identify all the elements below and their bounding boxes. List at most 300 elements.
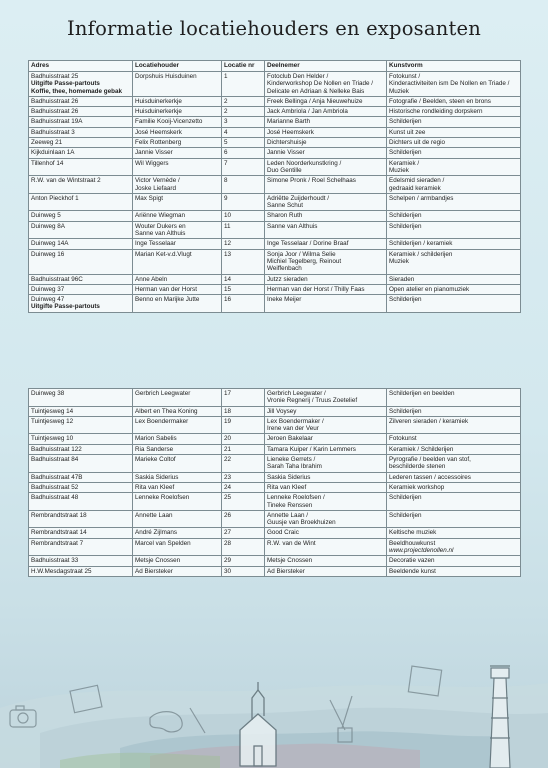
cell-kunstvorm	[387, 444, 521, 454]
locatiehouder-text: Rita van Kleef	[135, 483, 175, 491]
deelnemer-text: Lieneke Gerrets /	[267, 456, 316, 464]
cell-locatie-nr	[222, 406, 265, 416]
locatie-nr-text: 8	[224, 177, 228, 185]
deelnemer-text: Metsje Cnossen	[267, 557, 313, 565]
locatiehouder-text: Joske Liefaard	[135, 184, 176, 192]
cell-adres	[29, 193, 133, 211]
cell-kunstvorm	[387, 176, 521, 194]
cell-deelnemer	[265, 148, 387, 158]
cell-locatie-nr	[222, 493, 265, 511]
cell-deelnemer	[265, 538, 387, 556]
deelnemer-text: José Heemskerk	[267, 128, 314, 136]
locatie-nr-text: 19	[224, 417, 232, 425]
locatiehouder-text: Gerbrich Leegwater	[135, 390, 191, 397]
cell-locatiehouder	[133, 239, 222, 249]
kunstvorm-text: Historische rondleiding dorpskern	[389, 108, 483, 116]
locatiehouder-text: Huisduinerkerkje	[135, 97, 182, 105]
deelnemer-text: Inge Tesselaar / Dorine Braaf	[267, 240, 349, 248]
cell-adres	[29, 556, 133, 566]
cell-kunstvorm	[387, 239, 521, 249]
adres-text: Badhuisstraat 84	[31, 456, 79, 464]
kunstvorm-text: Schilderijen / keramiek	[389, 240, 453, 248]
deelnemer-text: Kinderworkshop De Nollen en Triade /	[267, 80, 374, 88]
deelnemer-text: Sarah Taha Ibrahim	[267, 463, 322, 471]
cell-kunstvorm	[387, 221, 521, 239]
table-row	[29, 472, 521, 482]
adres-text: Badhuisstraat 48	[31, 494, 79, 502]
deelnemer-text: Leden Noorderkunstkring /	[267, 159, 342, 167]
table-row	[29, 510, 521, 528]
kunstvorm-text: Muziek	[389, 166, 409, 174]
deelnemer-text: Jill Voysey	[267, 407, 297, 415]
locatiehouder-text: Marian Ket-v.d.Vlugt	[135, 250, 192, 258]
cell-locatie-nr	[222, 556, 265, 566]
deelnemer-text: Lex Boendermaker /	[267, 417, 324, 425]
cell-kunstvorm	[387, 127, 521, 137]
cell-locatie-nr	[222, 444, 265, 454]
locatiehouder-text: Lex Boendermaker	[135, 417, 189, 425]
table-row	[29, 96, 521, 106]
cell-kunstvorm	[387, 434, 521, 444]
kunstvorm-text: Pyrografie / beelden van stof,	[389, 456, 471, 464]
locatie-nr-text: 15	[224, 285, 232, 293]
adres-text: Badhuisstraat 26	[31, 108, 79, 116]
cell-kunstvorm	[387, 389, 521, 407]
cell-deelnemer	[265, 528, 387, 538]
adres-text: Badhuisstraat 47B	[31, 473, 83, 481]
cell-deelnemer	[265, 472, 387, 482]
cell-adres	[29, 221, 133, 239]
cell-deelnemer	[265, 176, 387, 194]
cell-locatie-nr	[222, 193, 265, 211]
cell-kunstvorm	[387, 406, 521, 416]
cell-adres	[29, 472, 133, 482]
deelnemer-text: Sonja Joor / Wilma Selie	[267, 250, 336, 258]
locatie-nr-text: 22	[224, 456, 232, 464]
cell-locatie-nr	[222, 389, 265, 407]
table-row	[29, 482, 521, 492]
cell-deelnemer	[265, 211, 387, 221]
deelnemer-text: Dichtershuisje	[267, 139, 307, 147]
adres-note: Uitgifte Passe-partouts	[31, 303, 100, 311]
kunstvorm-text: Keramiek / Schilderijen	[389, 445, 454, 453]
locatie-nr-text: 3	[224, 118, 228, 126]
locatie-nr-text: 27	[224, 529, 232, 537]
locatiehouder-text: José Heemskerk	[135, 128, 182, 136]
deelnemer-text: Marianne Barth	[267, 118, 311, 126]
kunstvorm-text: Schilderijen	[389, 296, 422, 304]
cell-deelnemer	[265, 434, 387, 444]
locatiehouder-text: Ad Biersteker	[135, 567, 173, 575]
cell-locatiehouder	[133, 482, 222, 492]
cell-deelnemer	[265, 295, 387, 313]
col-header-kunstvorm: Kunstvorm	[387, 61, 521, 72]
cell-locatiehouder	[133, 158, 222, 176]
cell-adres	[29, 138, 133, 148]
cell-deelnemer	[265, 107, 387, 117]
cell-locatiehouder	[133, 148, 222, 158]
cell-deelnemer	[265, 482, 387, 492]
cell-kunstvorm	[387, 249, 521, 274]
kunstvorm-text: Beeldende kunst	[389, 567, 436, 575]
kunstvorm-text: Schilderijen	[389, 212, 422, 220]
kunstvorm-text: Muziek	[389, 257, 409, 265]
deelnemer-text: Weiffenbach	[267, 265, 302, 273]
locatiehouder-text: Marion Sabelis	[135, 435, 177, 443]
cell-adres	[29, 566, 133, 576]
adres-text: Rembrandtstraat 7	[31, 539, 84, 547]
locatie-nr-text: 9	[224, 194, 228, 202]
cell-adres	[29, 274, 133, 284]
cell-deelnemer	[265, 72, 387, 97]
cell-locatiehouder	[133, 211, 222, 221]
deelnemer-text: Jack Ambriola / Jan Ambriola	[267, 108, 348, 116]
cell-adres	[29, 117, 133, 127]
locatie-nr-text: 11	[224, 222, 231, 230]
cell-locatiehouder	[133, 295, 222, 313]
cell-locatie-nr	[222, 274, 265, 284]
cell-kunstvorm	[387, 193, 521, 211]
table-row	[29, 416, 521, 434]
cell-locatiehouder	[133, 528, 222, 538]
cell-adres	[29, 158, 133, 176]
locatiehouder-text: Anne Abeln	[135, 275, 168, 283]
locatie-nr-text: 28	[224, 539, 232, 547]
locatie-nr-text: 10	[224, 212, 232, 220]
cell-locatie-nr	[222, 566, 265, 576]
locatiehouder-text: Albert en Thea Koning	[135, 407, 198, 415]
deelnemer-text: Freek Bellinga / Anja Nieuwehuize	[267, 97, 363, 105]
deelnemer-text: Jutzz sieraden	[267, 275, 308, 283]
adres-text: R.W. van de Wintstraat 2	[31, 177, 101, 185]
kunstvorm-text: Kunst uit zee	[389, 128, 426, 136]
adres-text: Zeeweg 21	[31, 139, 63, 147]
adres-text: Badhuisstraat 33	[31, 557, 79, 565]
adres-note: Koffie, thee, homemade gebak	[31, 87, 122, 95]
kunstvorm-text: Schilderijen en beelden	[389, 390, 455, 397]
cell-kunstvorm	[387, 295, 521, 313]
cell-locatie-nr	[222, 158, 265, 176]
table-header-row	[29, 61, 521, 72]
exhibitor-table-bottom	[28, 388, 521, 577]
cell-locatiehouder	[133, 176, 222, 194]
deelnemer-text: Guusje van Broekhuizen	[267, 519, 336, 527]
cell-kunstvorm	[387, 72, 521, 97]
cell-kunstvorm	[387, 528, 521, 538]
deelnemer-text: Jeroen Bakelaar	[267, 435, 313, 443]
locatiehouder-text: Dorpshuis Huisduinen	[135, 73, 197, 80]
adres-text: Tuintjesweg 10	[31, 435, 74, 443]
locatie-nr-text: 25	[224, 494, 232, 502]
locatiehouder-text: Wouter Dukers en	[135, 222, 186, 230]
cell-locatie-nr	[222, 221, 265, 239]
cell-locatiehouder	[133, 556, 222, 566]
locatiehouder-text: Inge Tesselaar	[135, 240, 176, 248]
locatie-nr-text: 12	[224, 240, 232, 248]
cell-adres	[29, 295, 133, 313]
cell-kunstvorm	[387, 455, 521, 473]
decorative-illustration	[0, 638, 548, 768]
table-row	[29, 274, 521, 284]
adres-text: Duinweg 16	[31, 250, 65, 258]
cell-kunstvorm	[387, 284, 521, 294]
kunstvorm-text: Schelpen / armbandjes	[389, 194, 454, 202]
exhibitor-table-top	[28, 60, 521, 313]
cell-kunstvorm	[387, 566, 521, 576]
cell-locatie-nr	[222, 72, 265, 97]
kunstvorm-text: Keltische muziek	[389, 529, 437, 537]
cell-deelnemer	[265, 455, 387, 473]
kunstvorm-text: Open atelier en pianomuziek	[389, 285, 470, 293]
cell-adres	[29, 493, 133, 511]
locatie-nr-text: 17	[224, 390, 232, 397]
locatie-nr-text: 5	[224, 139, 228, 147]
cell-kunstvorm	[387, 148, 521, 158]
col-header-adres: Adres	[29, 61, 133, 72]
cell-adres	[29, 510, 133, 528]
cell-kunstvorm	[387, 538, 521, 556]
table-row	[29, 556, 521, 566]
cell-locatie-nr	[222, 107, 265, 117]
adres-text: Tillenhof 14	[31, 159, 64, 167]
adres-text: Duinweg 5	[31, 212, 61, 220]
table-row	[29, 107, 521, 117]
cell-kunstvorm	[387, 416, 521, 434]
adres-text: Duinweg 8A	[31, 222, 65, 230]
adres-text: Anton Pieckhof 1	[31, 194, 79, 202]
table-row	[29, 528, 521, 538]
locatiehouder-text: Annette Laan	[135, 511, 173, 519]
cell-deelnemer	[265, 416, 387, 434]
cell-deelnemer	[265, 96, 387, 106]
locatiehouder-text: Herman van der Horst	[135, 285, 197, 293]
locatie-nr-text: 2	[224, 108, 228, 116]
adres-text: Badhuisstraat 3	[31, 128, 75, 136]
adres-text: Duinweg 38	[31, 390, 65, 397]
locatiehouder-text: Victor Vernède /	[135, 177, 180, 185]
kunstvorm-text: www.projectdenollen.nl	[389, 547, 454, 555]
cell-locatiehouder	[133, 274, 222, 284]
deelnemer-text: Michiel Tegelberg, Reinout	[267, 257, 342, 265]
locatiehouder-text: André Zijlmans	[135, 529, 177, 537]
deelnemer-text: Saskia Siderius	[267, 473, 311, 481]
lighthouse-icon	[490, 666, 510, 768]
locatie-nr-text: 26	[224, 511, 232, 519]
deelnemer-text: Fotoclub Den Helder /	[267, 73, 329, 80]
adres-text: Badhuisstraat 96C	[31, 275, 83, 283]
cell-adres	[29, 528, 133, 538]
deelnemer-text: Good Craic	[267, 529, 299, 537]
kunstvorm-text: Zilveren sieraden / keramiek	[389, 417, 469, 425]
cell-deelnemer	[265, 221, 387, 239]
cell-locatie-nr	[222, 434, 265, 444]
table-row	[29, 538, 521, 556]
adres-text: Duinweg 37	[31, 285, 65, 293]
cell-locatiehouder	[133, 117, 222, 127]
deelnemer-text: Annette Laan /	[267, 511, 308, 519]
cell-locatiehouder	[133, 416, 222, 434]
cell-kunstvorm	[387, 493, 521, 511]
cell-locatiehouder	[133, 249, 222, 274]
deelnemer-text: Tamara Kuiper / Karin Lemmers	[267, 445, 356, 453]
cell-deelnemer	[265, 249, 387, 274]
deelnemer-text: Gerbrich Leegwater /	[267, 390, 326, 397]
locatie-nr-text: 20	[224, 435, 232, 443]
locatiehouder-text: Jannie Visser	[135, 149, 173, 157]
kunstvorm-text: Schilderijen	[389, 494, 422, 502]
cell-adres	[29, 127, 133, 137]
kunstvorm-text: Schilderijen	[389, 407, 422, 415]
table-row	[29, 158, 521, 176]
cell-adres	[29, 416, 133, 434]
kunstvorm-text: Edelsmid sieraden /	[389, 177, 445, 185]
table-row	[29, 117, 521, 127]
cell-locatiehouder	[133, 127, 222, 137]
table-row	[29, 406, 521, 416]
deelnemer-text: Sharon Ruth	[267, 212, 303, 220]
cell-locatie-nr	[222, 284, 265, 294]
adres-text: Badhuisstraat 52	[31, 483, 79, 491]
cell-adres	[29, 284, 133, 294]
locatie-nr-text: 16	[224, 296, 232, 304]
deelnemer-text: Jannie Visser	[267, 149, 305, 157]
cell-locatie-nr	[222, 538, 265, 556]
table-row	[29, 566, 521, 576]
cell-adres	[29, 455, 133, 473]
cell-locatiehouder	[133, 72, 222, 97]
adres-text: Tuintjesweg 14	[31, 407, 74, 415]
locatie-nr-text: 6	[224, 149, 228, 157]
deelnemer-text: Irene van der Veur	[267, 425, 319, 433]
table-row	[29, 295, 521, 313]
adres-text: Badhuisstraat 26	[31, 97, 79, 105]
kunstvorm-text: Schilderijen	[389, 511, 422, 519]
cell-kunstvorm	[387, 274, 521, 284]
locatiehouder-text: Marieke Coltof	[135, 456, 176, 464]
adres-text: Badhuisstraat 25	[31, 73, 79, 80]
table-row	[29, 284, 521, 294]
cell-locatiehouder	[133, 96, 222, 106]
table-row	[29, 193, 521, 211]
cell-locatie-nr	[222, 96, 265, 106]
cell-deelnemer	[265, 274, 387, 284]
locatie-nr-text: 4	[224, 128, 228, 136]
kunstvorm-text: Sieraden	[389, 275, 415, 283]
kunstvorm-text: Fotokunst	[389, 435, 417, 443]
kunstvorm-text: Keramiek /	[389, 159, 420, 167]
locatiehouder-text: Benno en Marijke Jutte	[135, 296, 200, 304]
cell-locatie-nr	[222, 528, 265, 538]
adres-text: Rembrandtstraat 14	[31, 529, 87, 537]
cell-locatiehouder	[133, 284, 222, 294]
cell-kunstvorm	[387, 117, 521, 127]
deelnemer-text: Lenneke Roelofsen /	[267, 494, 325, 502]
deelnemer-text: R.W. van de Wint	[267, 539, 316, 547]
kunstvorm-text: Muziek	[389, 87, 409, 95]
cell-adres	[29, 406, 133, 416]
cell-deelnemer	[265, 117, 387, 127]
deelnemer-text: Ineke Meijer	[267, 296, 302, 304]
cell-adres	[29, 176, 133, 194]
cell-locatiehouder	[133, 107, 222, 117]
kunstvorm-text: Decoratie vazen	[389, 557, 435, 565]
cell-locatiehouder	[133, 510, 222, 528]
cell-locatie-nr	[222, 510, 265, 528]
kunstvorm-text: Lederen tassen / accessoires	[389, 473, 471, 481]
table-row	[29, 127, 521, 137]
kunstvorm-text: Kinderactiviteiten ism De Nollen en Triade /	[389, 80, 510, 88]
table-row	[29, 493, 521, 511]
table-row	[29, 239, 521, 249]
locatiehouder-text: Marcel van Spelden	[135, 539, 191, 547]
cell-locatie-nr	[222, 176, 265, 194]
col-header-locatie-nr: Locatie nr	[222, 61, 265, 72]
cell-adres	[29, 482, 133, 492]
cell-locatie-nr	[222, 482, 265, 492]
kunstvorm-text: Beeldhouwkunst	[389, 539, 436, 547]
locatie-nr-text: 2	[224, 97, 228, 105]
cell-adres	[29, 434, 133, 444]
kunstvorm-text: beschilderde stenen	[389, 463, 446, 471]
cell-locatie-nr	[222, 249, 265, 274]
deelnemer-text: Herman van der Horst / Thilly Faas	[267, 285, 365, 293]
cell-kunstvorm	[387, 211, 521, 221]
deelnemer-text: Ad Biersteker	[267, 567, 305, 575]
table-row	[29, 249, 521, 274]
cell-adres	[29, 107, 133, 117]
locatie-nr-text: 29	[224, 557, 232, 565]
deelnemer-text: Duo Gentille	[267, 166, 302, 174]
locatiehouder-text: Metsje Cnossen	[135, 557, 181, 565]
table-row	[29, 444, 521, 454]
cell-deelnemer	[265, 389, 387, 407]
locatie-nr-text: 7	[224, 159, 228, 167]
cell-locatiehouder	[133, 472, 222, 482]
cell-kunstvorm	[387, 482, 521, 492]
adres-text: Tuintjesweg 12	[31, 417, 74, 425]
adres-text: Rembrandtstraat 18	[31, 511, 87, 519]
cell-adres	[29, 538, 133, 556]
cell-locatiehouder	[133, 493, 222, 511]
locatie-nr-text: 13	[224, 250, 232, 258]
deelnemer-text: Vronie Regnerij / Truus Zoetelief	[267, 397, 358, 405]
cell-locatie-nr	[222, 472, 265, 482]
col-header-deelnemer: Deelnemer	[265, 61, 387, 72]
cell-locatiehouder	[133, 444, 222, 454]
kunstvorm-text: Fotokunst /	[389, 73, 421, 80]
deelnemer-text: Sanne van Althuis	[267, 222, 318, 230]
table-row	[29, 211, 521, 221]
locatiehouder-text: Felix Rottenberg	[135, 139, 182, 147]
cell-deelnemer	[265, 127, 387, 137]
table-row	[29, 434, 521, 444]
page-title: Informatie locatiehouders en exposanten	[67, 17, 481, 40]
cell-locatie-nr	[222, 455, 265, 473]
locatiehouder-text: Ria Sanderse	[135, 445, 174, 453]
cell-kunstvorm	[387, 556, 521, 566]
table-row	[29, 389, 521, 407]
col-header-locatiehouder: Locatiehouder	[133, 61, 222, 72]
adres-note: Uitgifte Passe-partouts	[31, 80, 100, 88]
adres-text: Badhuisstraat 19A	[31, 118, 83, 126]
table-row	[29, 176, 521, 194]
deelnemer-text: Delicate en Adriaan & Nelleke Bais	[267, 87, 365, 95]
cell-locatiehouder	[133, 538, 222, 556]
locatiehouder-text: Ariënne Wiegman	[135, 212, 186, 220]
kunstvorm-text: Schilderijen	[389, 149, 422, 157]
table-row	[29, 221, 521, 239]
cell-locatie-nr	[222, 416, 265, 434]
